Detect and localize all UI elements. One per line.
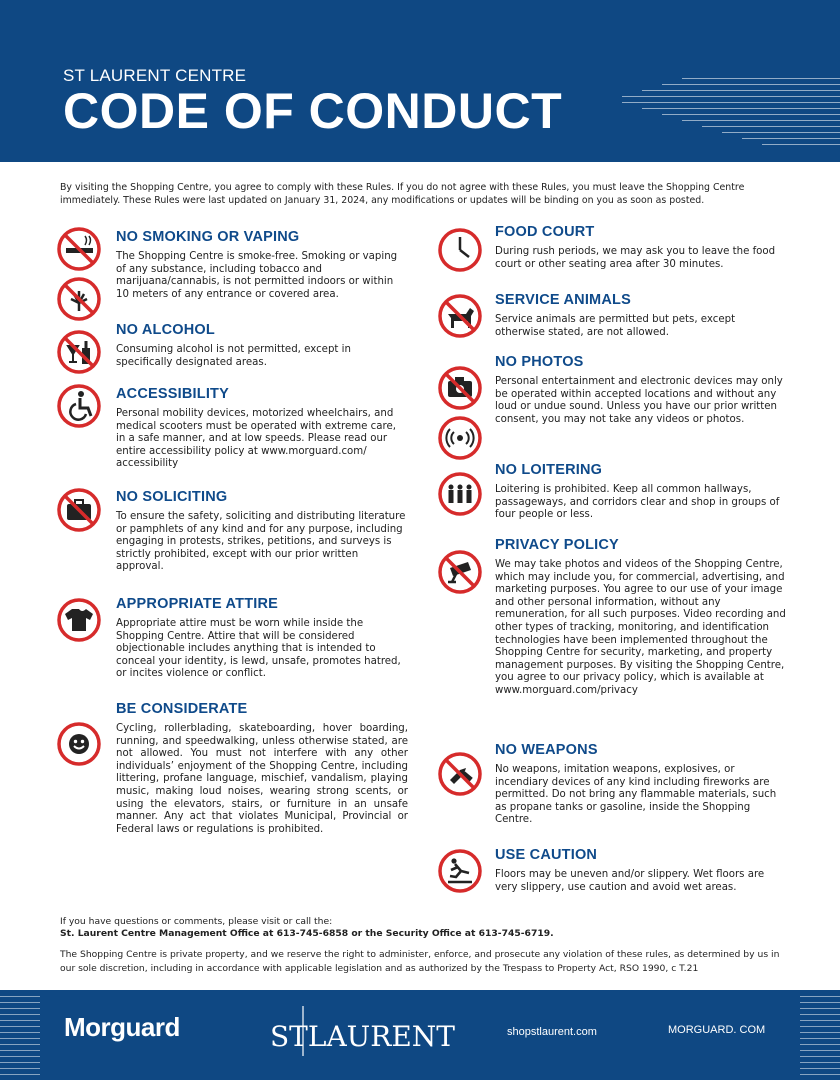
no-cannabis-icon [55,275,103,323]
no-weapons-icon [436,750,484,798]
section-title: FOOD COURT [495,224,595,240]
st-laurent-logo [270,1002,455,1058]
section-title: NO SOLICITING [116,489,228,505]
slippery-floor-icon [436,847,484,895]
section-be-considerate [116,701,408,836]
section-title: BE CONSIDERATE [116,701,248,717]
section-title: ACCESSIBILITY [116,386,229,402]
decorative-lines [800,996,840,1080]
section-title: USE CAUTION [495,847,598,863]
intro-text: By visiting the Shopping Centre, you agree to comply with these Rules. If you do not agree with these Rules, you must leave the Shopping Centre immediately. These Rules were last updated on January 31, 2024, any modifications or updates will be binding on you as soon as posted. [60,182,745,206]
no-soliciting-icon [55,486,103,534]
section-appropriate-attire [116,596,406,681]
section-service-animals [495,292,785,339]
section-title: NO PHOTOS [495,354,584,370]
morguard-website-link[interactable]: MORGUARD. COM [668,1024,766,1036]
section-text: The Shopping Centre is smoke-free. Smoking or vaping of any substance, including tobacco and marijuana/cannabis, is not permitted indoors or within 10 meters of any entrance or covered area. [116,251,398,300]
section-title: NO SMOKING OR VAPING [116,229,300,245]
section-food-court [495,224,785,271]
section-no-weapons [495,742,787,827]
no-camera-icon [436,364,484,412]
section-text: Personal entertainment and electronic devices may only be operated within accepted locations and without any loud or undue sound. Unless you have our prior written consent, you may not take any videos or photos. [495,376,783,425]
section-text: Loitering is prohibited. Keep all common hallways, passageways, and corridors clear and shop in groups of four people or less. [495,484,780,521]
decorative-lines [0,996,40,1080]
no-pets-icon [436,292,484,340]
section-no-alcohol [116,322,406,369]
section-use-caution [495,847,787,894]
shop-website-link[interactable]: shopstlaurent.com [507,1026,597,1038]
header-banner [0,0,840,162]
tshirt-icon [55,596,103,644]
group-people-icon [436,470,484,518]
section-no-smoking [116,229,406,301]
section-text: Consuming alcohol is not permitted, except in specifically designated areas. [116,344,351,368]
no-smoking-icon [55,225,103,273]
section-text: To ensure the safety, soliciting and distributing literature or pamphlets of any kind and for any purpose, including engaging in protests, strikes, petitions, and surveys is strictly prohibited, except with our prior written approval. [116,511,406,573]
section-title: NO WEAPONS [495,742,598,758]
contact-info [60,916,790,940]
section-privacy-policy [495,537,789,698]
section-text: We may take photos and videos of the Shopping Centre, which may include you, for commercial, advertising, and marketing purposes. You agree to our use of your image and other personal information, without any remuneration, for all such purposes. Video recording and other types of tracking, monitoring, and identification technologies have been implemented throughout the Shopping Centre for security, marketing, and property management purposes. By visiting the Shopping Centre, you agree to our privacy policy, which is available at www.morguard.com/privacy [495,559,786,696]
section-title: PRIVACY POLICY [495,537,619,553]
section-text: Personal mobility devices, motorized wheelchairs, and medical scooters must be operated with extreme care, in a safe manner, and at low speeds. Please read our entire accessibility policy at www.morguard.com/ accessibility [116,408,396,470]
wheelchair-icon [55,382,103,430]
clock-icon [436,226,484,274]
legal-notice: The Shopping Centre is private property, and we reserve the right to administer, enforce, and prosecute any violation of these rules, as determined by us in our sole discretion, including in accordance with applicable legislation and as authorized by the Trespass to Property Act, RSO 1990, c T.21 [60,949,780,974]
no-sound-icon [436,414,484,462]
footer-banner [0,990,840,1080]
no-alcohol-icon [55,328,103,376]
header-subtitle: ST LAURENT CENTRE [63,66,247,85]
page-title: CODE OF CONDUCT [63,83,563,139]
section-text: Floors may be uneven and/or slippery. Wet floors are very slippery, use caution and avoid wet areas. [495,869,765,893]
morguard-logo[interactable]: Morguard [64,1012,180,1042]
section-title: NO LOITERING [495,462,603,478]
section-no-soliciting [116,489,408,574]
security-camera-icon [436,548,484,596]
section-text: No weapons, imitation weapons, explosives, or incendiary devices of any kind including fireworks are permitted. Do not bring any flammable materials, such as propane tanks or gasoline, inside the Shopping Centre. [495,764,777,826]
section-accessibility [116,386,408,471]
smiley-icon [55,720,103,768]
section-text: Cycling, rollerblading, skateboarding, hover boarding, running, and speedwalking, unless otherwise stated, are not allowed. You must not interfere with any other individuals’ enjoyment of the Shopping Centre, including littering, profane language, mischief, vandalism, playing music, making loud noises, wearing strong scents, or using the elevators, stairs, or furniture in an unsafe manner. Any act that violates Municipal, Provincial or Federal laws or regulations is prohibited. [116,723,408,835]
st-laurent-logo-text: STLAURENT [270,1020,455,1053]
section-title: APPROPRIATE ATTIRE [116,596,279,612]
section-no-loitering [495,462,787,522]
contact-phones: St. Laurent Centre Management Office at 613-745-6858 or the Security Office at 613-745-6719. [60,928,554,940]
section-text: Appropriate attire must be worn while inside the Shopping Centre. Attire that will be considered objectionable includes anything that is intended to conceal your identity, is lewd, unsafe, promotes hatred, or incites violence or conflict. [116,618,401,680]
decorative-lines [622,78,840,150]
section-text: During rush periods, we may ask you to leave the food court or other seating area after 30 minutes. [495,246,776,270]
section-title: SERVICE ANIMALS [495,292,631,308]
contact-line: If you have questions or comments, please visit or call the: [60,916,333,927]
section-no-photos [495,354,789,426]
section-title: NO ALCOHOL [116,322,215,338]
section-text: Service animals are permitted but pets, except otherwise stated, are not allowed. [495,314,736,338]
